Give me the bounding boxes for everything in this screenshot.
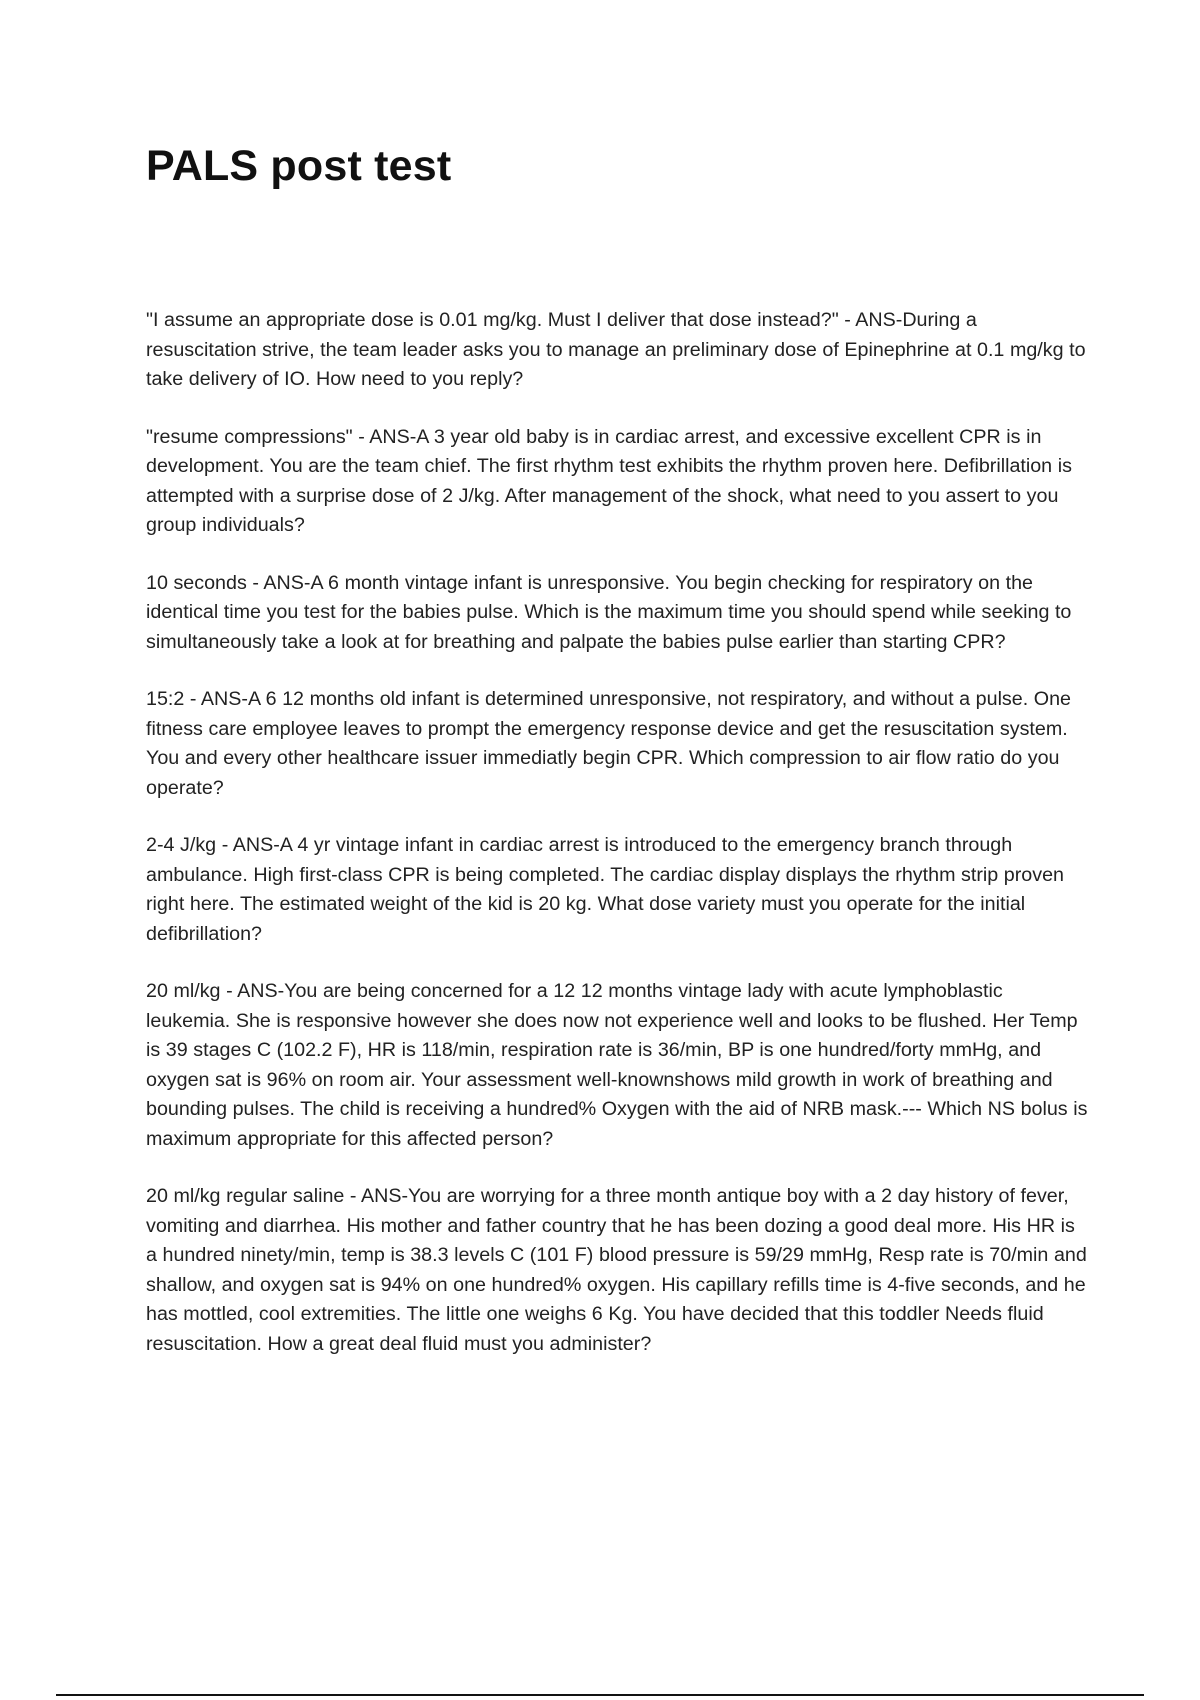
qa-entry: 2-4 J/kg - ANS-A 4 yr vintage infant in cardiac arrest is introduced to the emergency branch through ambulance. High first-class CPR is being completed. The cardiac display displays the rhythm strip proven right here. The estimated weight of the kid is 20 kg. What dose variety must you operate for the initial defibrillation?	[146, 834, 1065, 945]
qa-entry: 15:2 - ANS-A 6 12 months old infant is determined unresponsive, not respiratory, and without a pulse. One fitness care employee leaves to prompt the emergency response device and get the resuscitation system. You and every other healthcare issuer immediatly begin CPR. Which compression to air flow ratio do you operate?	[146, 688, 1071, 799]
footer-divider	[56, 1694, 1144, 1696]
qa-list	[146, 306, 1090, 1387]
qa-entry: 20 ml/kg regular saline - ANS-You are worrying for a three month antique boy with a 2 day history of fever, vomiting and diarrhea. His mother and father country that he has been dozing a good deal more. His HR is a hundred ninety/min, temp is 38.3 levels C (101 F) blood pressure is 59/29 mmHg, Resp rate is 70/min and shallow, and oxygen sat is 94% on one hundred% oxygen. His capillary refills time is 4-five seconds, and he has mottled, cool extremities. The little one weighs 6 Kg. You have decided that this toddler Needs fluid resuscitation. How a great deal fluid must you administer?	[146, 1185, 1087, 1355]
qa-entry: 20 ml/kg - ANS-You are being concerned for a 12 12 months vintage lady with acute lymphoblastic leukemia. She is responsive however she does now not experience well and looks to be flushed. Her Temp is 39 stages C (102.2 F), HR is 118/min, respiration rate is 36/min, BP is one hundred/forty mmHg, and oxygen sat is 96% on room air. Your assessment well-knownshows mild growth in work of breathing and bounding pulses. The child is receiving a hundred% Oxygen with the aid of NRB mask.--- Which NS bolus is maximum appropriate for this affected person?	[146, 980, 1088, 1150]
qa-entry: "I assume an appropriate dose is 0.01 mg/kg. Must I deliver that dose instead?" - ANS-During a resuscitation strive, the team leader asks you to manage an preliminary dose of Epinephrine at 0.1 mg/kg to take delivery of IO. How need to you reply?	[146, 309, 1086, 390]
qa-entry: 10 seconds - ANS-A 6 month vintage infant is unresponsive. You begin checking for respiratory on the identical time you test for the babies pulse. Which is the maximum time you should spend while seeking to simultaneously take a look at for breathing and palpate the babies pulse earlier than starting CPR?	[146, 571, 1072, 653]
qa-entry: "resume compressions" - ANS-A 3 year old baby is in cardiac arrest, and excessive excellent CPR is in development. You are the team chief. The first rhythm test exhibits the rhythm proven here. Defibrillation is attempted with a surprise dose of 2 J/kg. After management of the shock, what need to you assert to you group individuals?	[146, 425, 1072, 536]
page-title: PALS post test	[146, 142, 452, 190]
